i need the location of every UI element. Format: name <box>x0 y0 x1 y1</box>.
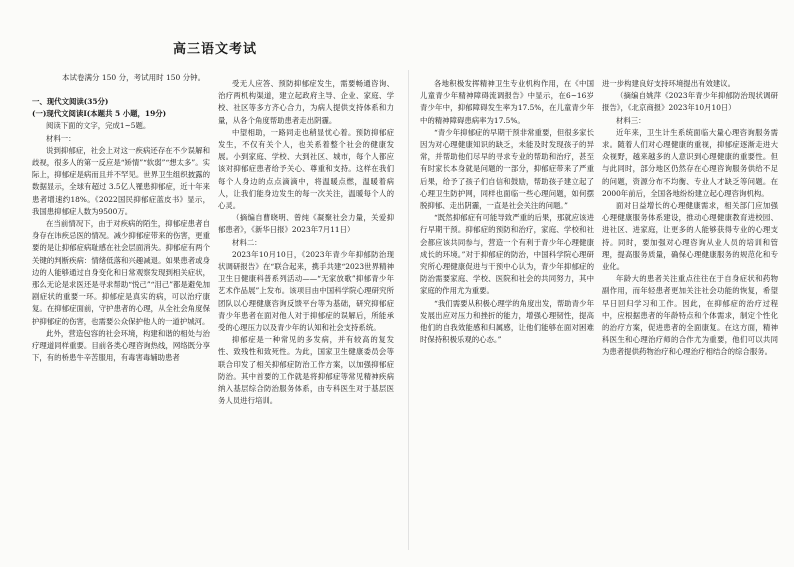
page-title: 高三语文考试 <box>172 42 257 57</box>
material-3-label: 材料三： <box>616 115 646 125</box>
paragraph: “我们需要从积极心理学的角度出发，帮助青少年发展出应对压力和挫折的能力，增强心理韧性，提高他们的自我效能感和归属感，让他们能够在面对困难时保持积极乐观的心态。” <box>420 298 594 345</box>
paragraph: 2023年10月10日，《2023年青少年抑郁防治现状调研报告》在“联合起来，携手共建“2023世界精神卫生日健康科普系列活动——“无家放歌”抑郁青少年艺术作品展”上发布。该项目由中国科学院心理研究所团队以心理健康咨询反馈平台等为基础，研究抑郁症青少年患者在面对他人对于抑郁症的误解后，所能承受的心理压力以及青少年的认知和社会支持系统。 <box>218 249 394 333</box>
paragraph: 各地积极发挥精神卫生专业机构作用，在《中国儿童青少年精神障碍流调报告》中显示，在6~16岁青少年中，抑郁障碍发生率为17.5%，在儿童青少年中的精神障碍患病率为17.5%。 <box>420 79 594 125</box>
paragraph: 进一步构建良好支持环境提出有效建议。 <box>602 79 736 88</box>
section-heading: 一、现代文阅读(35分) <box>32 97 109 106</box>
paragraph: 中望相助，一路同走也稍显忧心着。预防抑郁症发生，不仅有关个人，也关系着整个社会的健康发展。小到家庭、学校、大到社区、城市，每个人都应该对抑郁症患者给予关心、尊重和支持。这样在我们每个人身边的点点滴滴中，将温暖点燃，温暖着病人，让我们能身边发生的每一次关注，温暖每个人的心灵。 <box>218 127 394 211</box>
column-4 <box>602 78 778 359</box>
column-1 <box>32 96 210 364</box>
paragraph: 此外，营造包容的社会环境，构建和谐的相处与治疗理道同样重要。目前各类心理咨询热线，网络既分享下，有的桥患牛辛苦服用，有毒害毒辅助患者 <box>32 328 210 363</box>
paragraph: 受无人应答、预防抑郁症发生，需要畅通咨询、治疗两机构渠道，建立起政府主导、企业、家庭、学校、社区等多方齐心合力，为病人提供支持体系和力量，从各个角度帮助患者走出阴霾。 <box>218 79 394 125</box>
paragraph: 在当前情况下，由于对疾病的陌生，抑郁症患者自身存在讳疾忌医的情况。减少抑郁症带来的伤害，更重要的是让抑郁症病耻感在社会层面消失。抑郁症有两个关键的判断疾病：情绪低落和兴趣减退。如果患者或身边的人能够通过自身变化和日常观察发现到相关症状，那么无论是求医还是寻求帮助“悦己”“泪己”都是避免加剧症状的重要一环。抑郁症是真实的病，可以治疗康复。在抑郁症面前，守护患者的心理，从全社会角度保护抑郁症的伤害，也需要公众保护他人的一道护城河。 <box>32 219 210 326</box>
paragraph: 年龄大的患者关注重点往往在于自身症状和药物副作用，而年轻患者更加关注社会功能的恢复，希望早日回归学习和工作。因此，在抑郁症的治疗过程中，应根据患者的年龄特点和个体需求，制定个性化的治疗方案，促进患者的全面康复。在这方面，精神科医生和心理治疗师的合作尤为重要，他们可以共同为患者提供药物治疗和心理治疗相结合的综合服务。 <box>602 274 778 357</box>
material-1-label: 材料一： <box>46 133 76 143</box>
paragraph: 近年来，卫生计生系统面临大量心理咨询服务需求。随着人们对心理健康的重视，抑郁症逐渐走进大众视野，越来越多的人意识到心理健康的重要性。但与此同时，部分地区仍然存在心理咨询服务供给不足的问题，资源分布不均衡、专业人才缺乏等问题。在2000年前后，全国各地纷纷建立起心理咨询机构。 <box>602 127 778 198</box>
column-2 <box>218 78 394 407</box>
material-2-label: 材料二： <box>232 237 262 247</box>
reading-instruction: 阅读下面的文字，完成1~5题。 <box>46 121 151 131</box>
source-citation: （摘编自曹晓明、曾纯《凝聚社会力量，关爱抑郁患者》，《新华日报》2023年7月11日） <box>218 213 394 235</box>
paragraph: 说到抑郁症，社会上对这一疾病还存在不少误解和歧视，很多人的第一反应是“矫情”“软弱”“想太多”。实际上，抑郁症是病而且并不罕见。世界卫生组织披露的数据显示，全球有超过 3.5亿人罹患抑郁症，近十年来患者增速约18%。《2022国民抑郁症蓝皮书》显示，我国患抑郁症人数为9500万。 <box>32 145 210 216</box>
paragraph: “青少年抑郁症的早期干预非常重要，但很多家长因为对心理健康知识的缺乏，未能及时发现孩子的异常，并帮助他们尽早的寻求专业的帮助和治疗，甚至有时家长本身就是问题的一部分，抑郁症带来了严重后果，给予了孩子们自信和鼓励，帮助孩子建立起了心理卫生防护网，同样也面临一些心理问题，如何摆脱抑郁、走出阴霾，一直是社会关注的问题。” <box>420 127 594 211</box>
part-heading: (一)现代文阅读Ⅰ(本题共 5 小题，19分) <box>32 109 167 119</box>
paragraph: 面对日益增长的心理健康需求，相关部门应加强心理健康服务体系建设，推动心理健康教育进校园、进社区、进家庭，让更多的人能够获得专业的心理支持。同时，要加强对心理咨询从业人员的培训和管理，提高服务质量，确保心理健康服务的规范化和专业化。 <box>602 201 778 272</box>
source-citation: （摘编自姚萍《2023年青少年抑郁防治现状调研报告》，《北京商报》2023年10月10日） <box>602 91 778 113</box>
paragraph: 抑郁症是一种常见的多发病，并有较高的复发性、致残性和致死性。为此，国家卫生健康委员会等联合印发了相关抑郁症防治工作方案，以加强抑郁症防治。其中首要的工作就是将抑郁症等常见精神疾病纳入基层综合防治服务体系，由专科医生对于基层医务人员进行培训。 <box>218 335 394 406</box>
paragraph: “既然抑郁症有可能导致严重的后果，那就应该进行早期干预。抑郁症的预防和治疗，家庭、学校和社会都应该共同参与，营造一个有利于青少年心理健康成长的环境。”对于抑郁症的防治，中国科学院心理研究所心理健康促进与干预中心认为，青少年抑郁症的防治需要家庭、学校、医院和社会的共同努力，其中家庭的作用尤为重要。 <box>420 213 594 296</box>
exam-instructions: 本试卷满分 150 分，考试用时 150 分钟。 <box>62 73 206 82</box>
page-fold-divider <box>408 70 409 550</box>
column-3 <box>420 78 594 346</box>
